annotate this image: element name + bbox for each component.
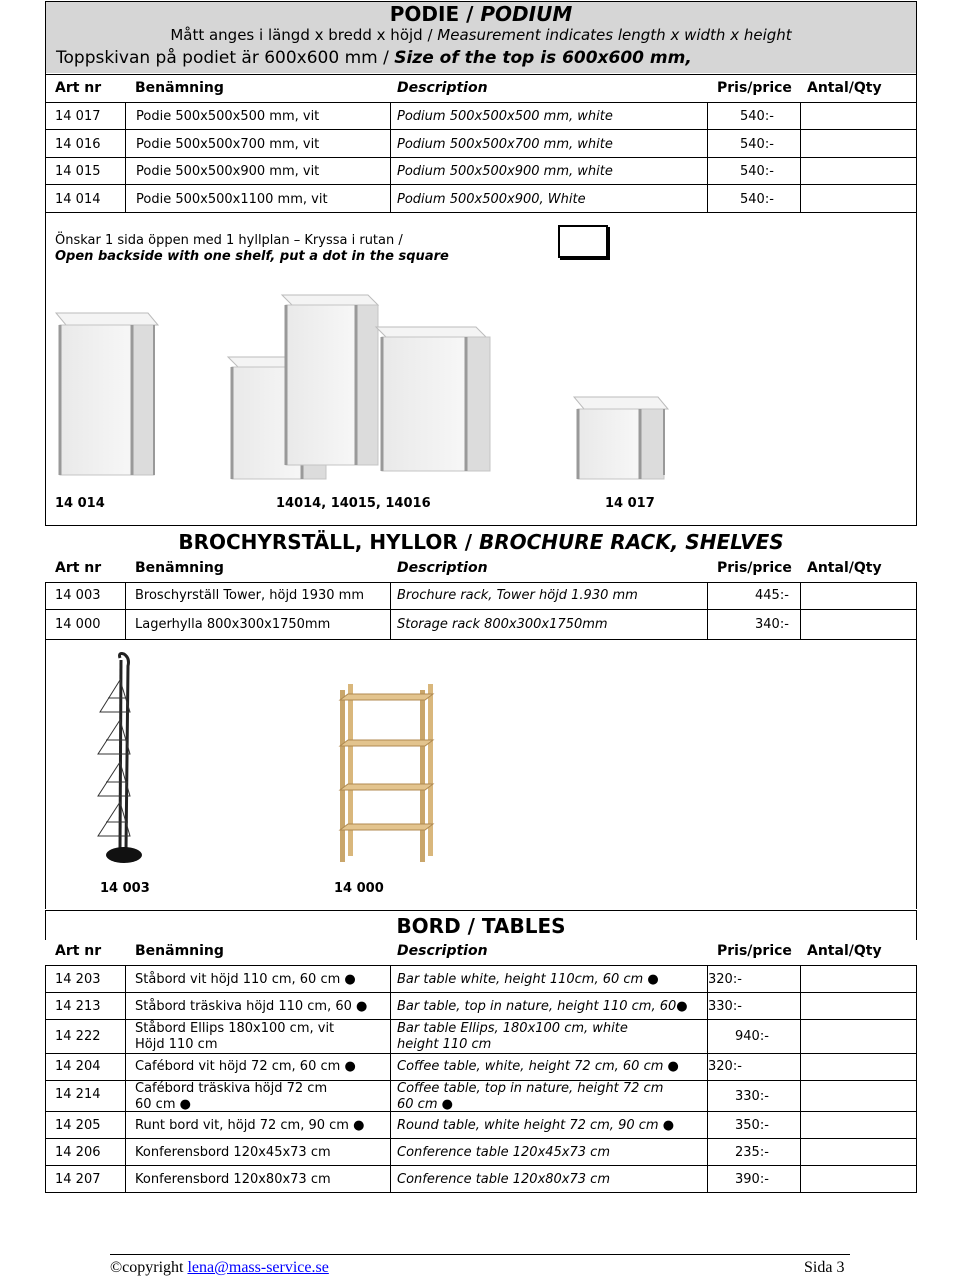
brochure-caption: 14 003 (100, 881, 150, 896)
brochure-caption: 14 000 (334, 881, 384, 896)
dot-icon: ● (667, 1059, 679, 1074)
page-number: Sida 3 (804, 1259, 845, 1276)
option-note-en: Open backside with one shelf, put a dot in the square (55, 249, 449, 264)
dot-icon: ● (353, 1118, 365, 1133)
brochure-tower-image (98, 654, 142, 864)
copyright-icon: © (110, 1259, 123, 1276)
footer-copyright: ©copyright lena@mass-service.se (110, 1259, 329, 1276)
col-desc: Description (397, 80, 488, 96)
podium-caption: 14 014 (55, 496, 105, 511)
dot-icon: ● (647, 972, 659, 987)
dot-icon: ● (344, 1059, 356, 1074)
col-price: Pris/price (717, 80, 792, 96)
col-name: Benämning (135, 80, 224, 96)
option-checkbox[interactable] (558, 225, 608, 258)
dot-icon: ● (676, 999, 688, 1014)
brochure-title: BROCHYRSTÄLL, HYLLOR / BROCHURE RACK, SHELVES (178, 530, 784, 554)
podium-900b-image (376, 327, 490, 471)
option-note-sv: Önskar 1 sida öppen med 1 hyllplan – Kryssa i rutan / (55, 233, 403, 248)
email-link[interactable]: lena@mass-service.se (187, 1259, 329, 1276)
podium-900-image (282, 295, 378, 465)
storage-shelf-image (340, 684, 433, 862)
dot-icon: ● (441, 1097, 453, 1112)
podium-title: PODIE / PODIUM (389, 2, 573, 26)
podium-caption: 14014, 14015, 14016 (276, 496, 431, 511)
podium-1100-image (56, 313, 158, 475)
tables-title: BORD / TABLES (396, 914, 566, 938)
dot-icon: ● (344, 972, 356, 987)
podium-500-image (574, 397, 668, 479)
podium-images (46, 285, 916, 485)
podium-measure-note: Mått anges i längd x bredd x höjd / Measurement indicates length x width x height (170, 26, 792, 44)
brochure-images (90, 650, 450, 870)
dot-icon: ● (356, 999, 368, 1014)
podium-caption: 14 017 (605, 496, 655, 511)
dot-icon: ● (662, 1118, 675, 1133)
col-artnr: Art nr (55, 80, 102, 96)
col-qty: Antal/Qty (807, 80, 882, 96)
dot-icon: ● (179, 1097, 191, 1112)
podium-top-note: Toppskivan på podiet är 600x600 mm / Size of the top is 600x600 mm, (56, 48, 692, 68)
